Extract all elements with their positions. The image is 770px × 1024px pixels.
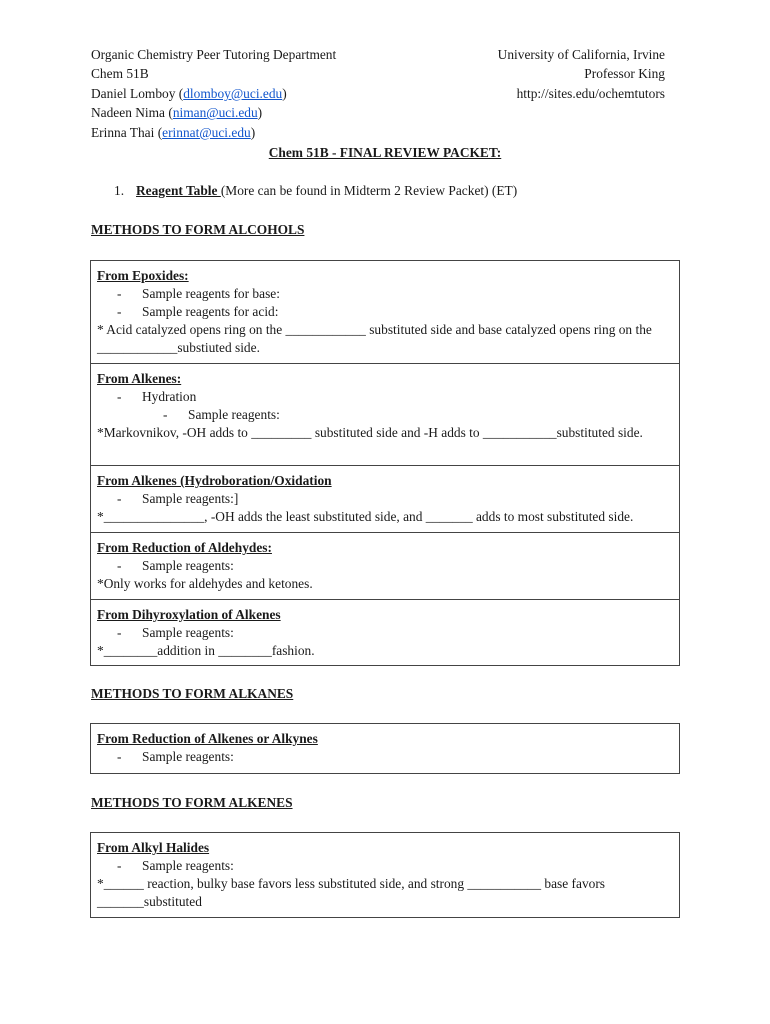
cell-heading: From Reduction of Aldehydes: <box>97 540 272 555</box>
bullet-item <box>97 857 673 875</box>
bullet-item <box>97 557 673 575</box>
cell-heading: From Reduction of Alkenes or Alkynes <box>97 731 318 746</box>
section-heading-alkenes: METHODS TO FORM ALKENES <box>91 795 293 810</box>
bullet-text: Sample reagents:] <box>142 491 239 506</box>
bullet-text: Sample reagents: <box>142 558 234 573</box>
university-name: University of California, Irvine <box>497 47 665 62</box>
item-number: 1. <box>114 183 125 198</box>
bullet-item <box>97 490 673 508</box>
bullet-item <box>97 624 673 642</box>
cell-heading: From Alkenes: <box>97 371 182 386</box>
bullet-text: Sample reagents for acid: <box>142 304 279 319</box>
dash-marker: - <box>117 858 122 873</box>
author-email-link[interactable]: niman@uci.edu <box>172 105 258 121</box>
dash-marker: - <box>117 558 122 573</box>
item-description: (More can be found in Midterm 2 Review Packet) (ET) <box>220 183 518 198</box>
dash-marker: - <box>163 407 168 422</box>
dash-marker: - <box>117 286 122 301</box>
cell-note: *Only works for aldehydes and ketones. <box>97 576 313 591</box>
cell-note: *________addition in ________fashion. <box>97 643 315 658</box>
bullet-text: Sample reagents: <box>142 858 234 873</box>
professor-name: Professor King <box>584 66 665 82</box>
table-cell <box>91 833 679 917</box>
author-email-link[interactable]: erinnat@uci.edu <box>162 124 251 140</box>
author-line: Erinna Thai (erinnat@uci.edu) <box>91 124 256 140</box>
table-cell <box>91 724 679 773</box>
cell-heading: From Alkenes (Hydroboration/Oxidation <box>97 473 332 488</box>
author-line: Daniel Lomboy (dlomboy@uci.edu) <box>91 85 287 101</box>
author-name: Erinna Thai <box>91 124 155 140</box>
bullet-item <box>97 285 673 303</box>
dash-marker: - <box>117 491 122 506</box>
table-cell <box>91 465 679 532</box>
bullet-text: Sample reagents for base: <box>142 286 280 301</box>
dash-marker: - <box>117 389 122 404</box>
methods-table-alkanes <box>90 723 680 774</box>
bullet-text: Hydration <box>142 389 197 404</box>
bullet-item <box>97 388 673 406</box>
header-left <box>91 46 336 143</box>
department-name: Organic Chemistry Peer Tutoring Department <box>91 47 337 62</box>
bullet-item <box>97 303 673 321</box>
methods-table-alcohols <box>90 260 680 666</box>
website-url: http://sites.edu/ochemtutors <box>516 85 665 101</box>
page-title: Chem 51B - FINAL REVIEW PACKET: <box>268 145 502 160</box>
cell-note: *_______________, -OH adds the least substituted side, and _______ adds to most substituted side. <box>97 509 634 524</box>
author-email-link[interactable]: dlomboy@uci.edu <box>183 85 283 101</box>
bullet-item <box>97 748 673 766</box>
cell-heading: From Alkyl Halides <box>97 840 210 855</box>
table-cell <box>91 599 679 665</box>
methods-table-alkenes <box>90 832 680 918</box>
bullet-text: Sample reagents: <box>142 625 234 640</box>
bullet-text: Sample reagents: <box>188 407 280 422</box>
header-right <box>498 46 665 104</box>
cell-note: *______ reaction, bulky base favors less substituted side, and strong ___________ base favors _______substituted <box>97 876 606 909</box>
table-cell <box>91 363 679 465</box>
course-name: Chem 51B <box>91 66 149 82</box>
table-cell <box>91 532 679 599</box>
section-heading-alkanes: METHODS TO FORM ALKANES <box>91 686 294 701</box>
author-name: Nadeen Nima <box>91 105 165 121</box>
numbered-item <box>114 182 517 200</box>
sub-bullet-item <box>97 406 673 424</box>
table-cell <box>91 261 679 363</box>
bullet-text: Sample reagents: <box>142 749 234 764</box>
author-name: Daniel Lomboy <box>91 85 176 101</box>
section-heading-alcohols: METHODS TO FORM ALCOHOLS <box>91 222 305 237</box>
cell-note: * Acid catalyzed opens ring on the ____________ substituted side and base catalyzed opens ring on the ____________substiuted side. <box>97 322 652 355</box>
author-line: Nadeen Nima (niman@uci.edu) <box>91 105 263 121</box>
cell-heading: From Epoxides: <box>97 268 189 283</box>
item-label: Reagent Table <box>136 183 221 198</box>
cell-note: *Markovnikov, -OH adds to _________ substituted side and -H adds to ___________substituted side. <box>97 425 643 440</box>
dash-marker: - <box>117 304 122 319</box>
cell-heading: From Dihyroxylation of Alkenes <box>97 607 281 622</box>
dash-marker: - <box>117 625 122 640</box>
dash-marker: - <box>117 749 122 764</box>
